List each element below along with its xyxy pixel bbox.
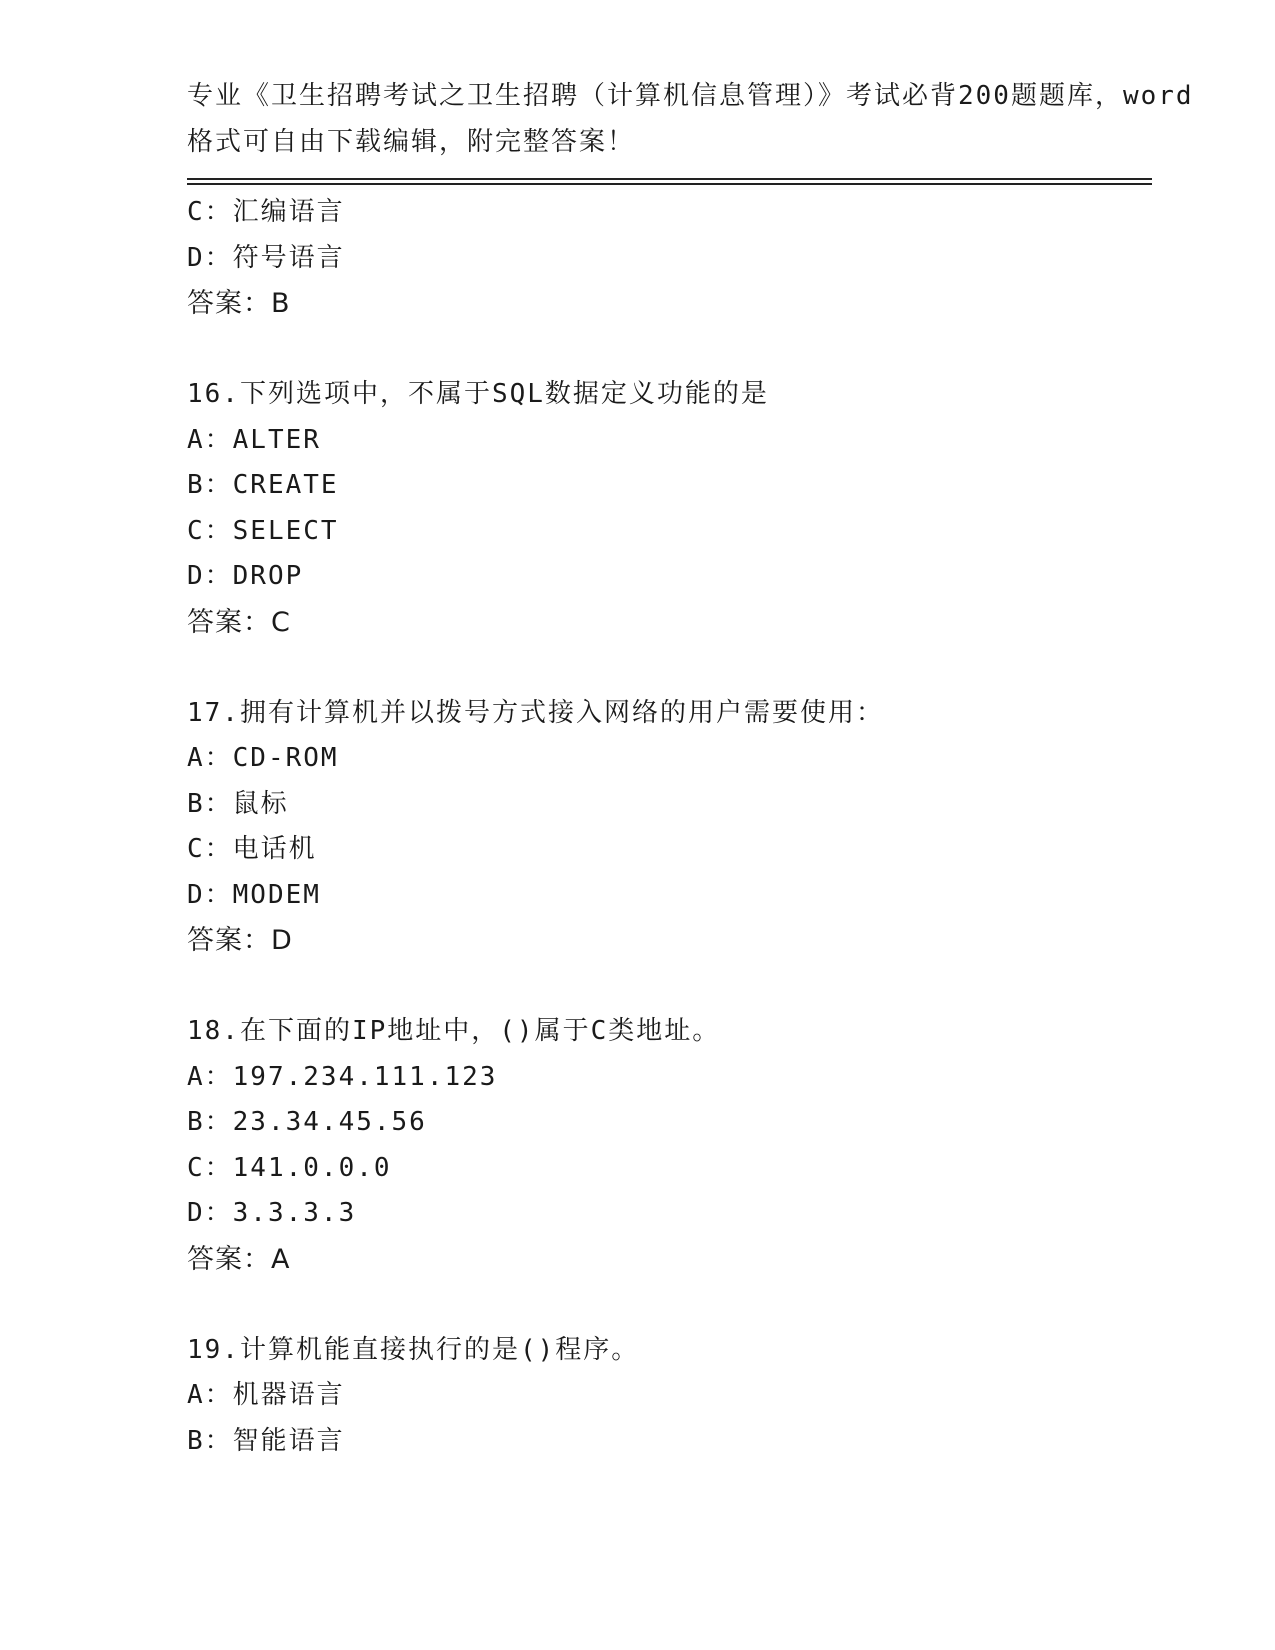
- question-16: [187, 372, 1147, 645]
- option-d: D：DROP: [187, 561, 304, 591]
- option-a: A：CD-ROM: [187, 743, 339, 773]
- header-line-1: 专业《卫生招聘考试之卫生招聘（计算机信息管理）》考试必背200题题库，word: [187, 81, 1194, 111]
- question-list: [187, 190, 1147, 1464]
- header-divider-bottom: [187, 183, 1152, 185]
- option-d: D：MODEM: [187, 879, 321, 910]
- question-19: [187, 1328, 1147, 1465]
- option-d: D：符号语言: [187, 242, 345, 273]
- question-stem: 17.拥有计算机并以拨号方式接入网络的用户需要使用：: [187, 697, 884, 728]
- option-c: C：SELECT: [187, 515, 339, 546]
- answer-line: 答案：B: [187, 288, 291, 319]
- document-header: [187, 74, 1194, 165]
- option-b: B：鼠标: [187, 788, 289, 819]
- option-a: A：ALTER: [187, 424, 321, 455]
- option-c: C：汇编语言: [187, 197, 345, 227]
- option-c: C：电话机: [187, 834, 317, 864]
- question-fragment-15: [187, 190, 1147, 327]
- option-a: A：197.234.111.123: [187, 1061, 498, 1092]
- question-stem: 19.计算机能直接执行的是()程序。: [187, 1334, 640, 1365]
- option-b: B：23.34.45.56: [187, 1107, 427, 1137]
- answer-line: 答案：C: [187, 606, 291, 638]
- question-17: [187, 691, 1147, 964]
- option-c: C：141.0.0.0: [187, 1152, 392, 1183]
- question-stem: 16.下列选项中，不属于SQL数据定义功能的是: [187, 379, 769, 409]
- option-b: B：CREATE: [187, 470, 339, 500]
- option-b: B：智能语言: [187, 1425, 345, 1456]
- header-line-2: 格式可自由下载编辑，附完整答案！: [187, 126, 636, 157]
- answer-line: 答案：D: [187, 925, 293, 956]
- header-divider-top: [187, 178, 1152, 180]
- option-d: D：3.3.3.3: [187, 1198, 357, 1228]
- question-stem: 18.在下面的IP地址中，()属于C类地址。: [187, 1016, 721, 1046]
- option-a: A：机器语言: [187, 1380, 345, 1410]
- question-18: [187, 1009, 1147, 1282]
- answer-line: 答案：A: [187, 1243, 291, 1275]
